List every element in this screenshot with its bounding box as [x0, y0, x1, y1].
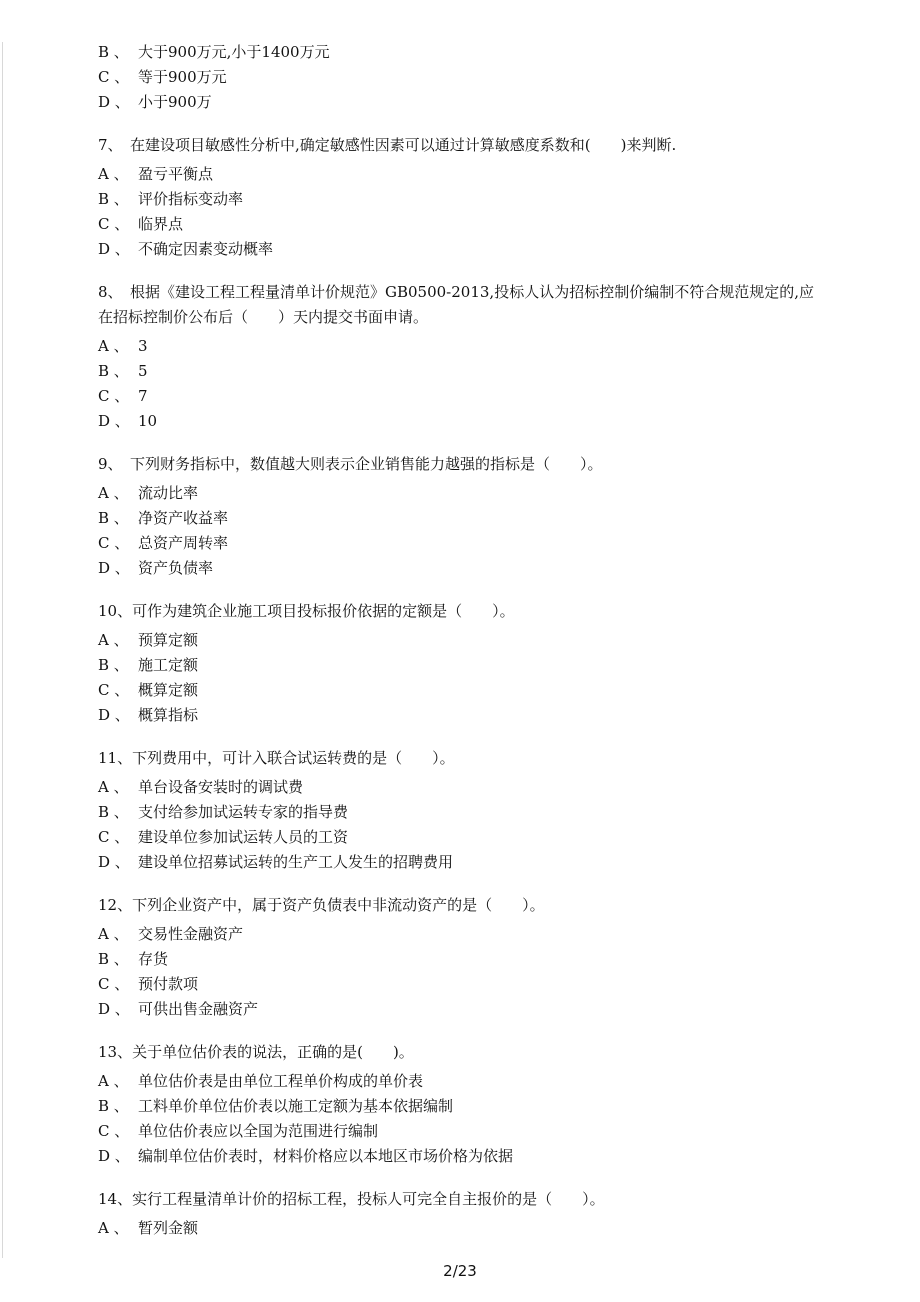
document-content	[98, 40, 818, 1241]
option	[98, 972, 818, 997]
option-text: 单位估价表是由单位工程单价构成的单价表	[138, 1072, 424, 1090]
option-text: 5	[138, 362, 148, 380]
question-stem	[98, 1187, 818, 1212]
question-text: 可作为建筑企业施工项目投标报价依据的定额是（ ）。	[132, 602, 515, 620]
option-letter: A 、	[98, 484, 129, 502]
page-left-border	[2, 42, 3, 1258]
option	[98, 628, 818, 653]
option-letter: B 、	[98, 1097, 129, 1115]
option-letter: D 、	[98, 93, 130, 111]
option-text: 不确定因素变动概率	[138, 240, 274, 258]
option	[98, 800, 818, 825]
option-text: 存货	[138, 950, 169, 968]
option-letter: D 、	[98, 559, 130, 577]
option-text: 小于900万	[138, 93, 212, 111]
option	[98, 850, 818, 875]
option-text: 净资产收益率	[138, 509, 229, 527]
option-letter: C 、	[98, 68, 130, 86]
question-number: 14、	[98, 1190, 133, 1208]
option	[98, 703, 818, 728]
option-text: 单位估价表应以全国为范围进行编制	[138, 1122, 379, 1140]
question-13	[98, 1040, 818, 1169]
question-text: 下列财务指标中，数值越大则表示企业销售能力越强的指标是（ ）。	[130, 455, 603, 473]
option	[98, 212, 818, 237]
option-text: 施工定额	[138, 656, 199, 674]
option-text: 大于900万元,小于1400万元	[138, 43, 330, 61]
option-letter: C 、	[98, 828, 130, 846]
option-text: 概算指标	[138, 706, 199, 724]
option	[98, 825, 818, 850]
option-text: 预付款项	[138, 975, 199, 993]
question-7	[98, 133, 818, 262]
option-letter: C 、	[98, 534, 130, 552]
option-letter: C 、	[98, 215, 130, 233]
option-letter: A 、	[98, 925, 129, 943]
question-stem	[98, 893, 818, 918]
question-text: 下列企业资产中，属于资产负债表中非流动资产的是（ ）。	[132, 896, 545, 914]
carryover-options	[98, 40, 818, 115]
option	[98, 922, 818, 947]
option	[98, 1144, 818, 1169]
option-letter: D 、	[98, 706, 130, 724]
option	[98, 775, 818, 800]
question-14	[98, 1187, 818, 1241]
option-letter: C 、	[98, 681, 130, 699]
option-text: 评价指标变动率	[138, 190, 244, 208]
question-text: 实行工程量清单计价的招标工程，投标人可完全自主报价的是（ ）。	[132, 1190, 605, 1208]
option	[98, 1216, 818, 1241]
option-text: 临界点	[138, 215, 184, 233]
option-text: 支付给参加试运转专家的指导费	[138, 803, 349, 821]
option	[98, 1069, 818, 1094]
question-text: 根据《建设工程工程量清单计价规范》GB0500-2013,投标人认为招标控制价编制不符合规范规定的,应在招标控制价公布后（ ）天内提交书面申请。	[98, 283, 814, 326]
question-number: 8、	[98, 283, 123, 301]
option-text: 10	[138, 412, 158, 430]
option	[98, 947, 818, 972]
question-8	[98, 280, 818, 434]
option	[98, 531, 818, 556]
option	[98, 40, 818, 65]
question-text: 下列费用中，可计入联合试运转费的是（ ）。	[132, 749, 455, 767]
option-letter: B 、	[98, 43, 129, 61]
option	[98, 90, 818, 115]
option	[98, 237, 818, 262]
question-number: 13、	[98, 1043, 133, 1061]
page-indicator: 2/23	[443, 1262, 477, 1280]
option	[98, 506, 818, 531]
option-letter: D 、	[98, 240, 130, 258]
option-letter: A 、	[98, 778, 129, 796]
question-number: 12、	[98, 896, 133, 914]
option-text: 盈亏平衡点	[138, 165, 214, 183]
option-text: 工料单价单位估价表以施工定额为基本依据编制	[138, 1097, 454, 1115]
option	[98, 162, 818, 187]
option	[98, 481, 818, 506]
option	[98, 409, 818, 434]
option-letter: A 、	[98, 1072, 129, 1090]
question-stem	[98, 1040, 818, 1065]
option-text: 总资产周转率	[138, 534, 229, 552]
option-letter: C 、	[98, 975, 130, 993]
option-letter: D 、	[98, 853, 130, 871]
option	[98, 359, 818, 384]
question-stem	[98, 599, 818, 624]
option-letter: A 、	[98, 337, 129, 355]
question-number: 11、	[98, 749, 133, 767]
option-letter: D 、	[98, 1000, 130, 1018]
question-number: 7、	[98, 136, 123, 154]
option-text: 等于900万元	[138, 68, 227, 86]
question-number: 9、	[98, 455, 123, 473]
option	[98, 187, 818, 212]
option-text: 流动比率	[138, 484, 199, 502]
option	[98, 1094, 818, 1119]
question-10	[98, 599, 818, 728]
question-9	[98, 452, 818, 581]
option-text: 3	[138, 337, 148, 355]
option-letter: B 、	[98, 656, 129, 674]
option	[98, 1119, 818, 1144]
option-letter: B 、	[98, 190, 129, 208]
option-letter: D 、	[98, 1147, 130, 1165]
question-text: 在建设项目敏感性分析中,确定敏感性因素可以通过计算敏感度系数和( )来判断.	[130, 136, 677, 154]
option	[98, 65, 818, 90]
question-11	[98, 746, 818, 875]
option-letter: B 、	[98, 362, 129, 380]
option-text: 单台设备安装时的调试费	[138, 778, 304, 796]
option	[98, 334, 818, 359]
option	[98, 997, 818, 1022]
option-text: 7	[138, 387, 148, 405]
option-letter: C 、	[98, 387, 130, 405]
option	[98, 384, 818, 409]
option	[98, 678, 818, 703]
option-text: 可供出售金融资产	[138, 1000, 259, 1018]
option-text: 概算定额	[138, 681, 199, 699]
option-letter: A 、	[98, 165, 129, 183]
question-stem	[98, 452, 818, 477]
question-text: 关于单位估价表的说法，正确的是( )。	[132, 1043, 414, 1061]
option-text: 暂列金额	[138, 1219, 199, 1237]
option-letter: B 、	[98, 803, 129, 821]
question-stem	[98, 133, 818, 158]
option	[98, 556, 818, 581]
option-letter: B 、	[98, 509, 129, 527]
question-number: 10、	[98, 602, 133, 620]
question-stem	[98, 746, 818, 771]
question-stem	[98, 280, 818, 330]
option-text: 建设单位招募试运转的生产工人发生的招聘费用	[138, 853, 454, 871]
option-letter: A 、	[98, 1219, 129, 1237]
option-letter: B 、	[98, 950, 129, 968]
option-text: 资产负债率	[138, 559, 214, 577]
option-letter: A 、	[98, 631, 129, 649]
question-12	[98, 893, 818, 1022]
option	[98, 653, 818, 678]
option-text: 预算定额	[138, 631, 199, 649]
option-letter: D 、	[98, 412, 130, 430]
option-text: 建设单位参加试运转人员的工资	[138, 828, 349, 846]
option-letter: C 、	[98, 1122, 130, 1140]
option-text: 交易性金融资产	[138, 925, 244, 943]
option-text: 编制单位估价表时，材料价格应以本地区市场价格为依据	[138, 1147, 514, 1165]
